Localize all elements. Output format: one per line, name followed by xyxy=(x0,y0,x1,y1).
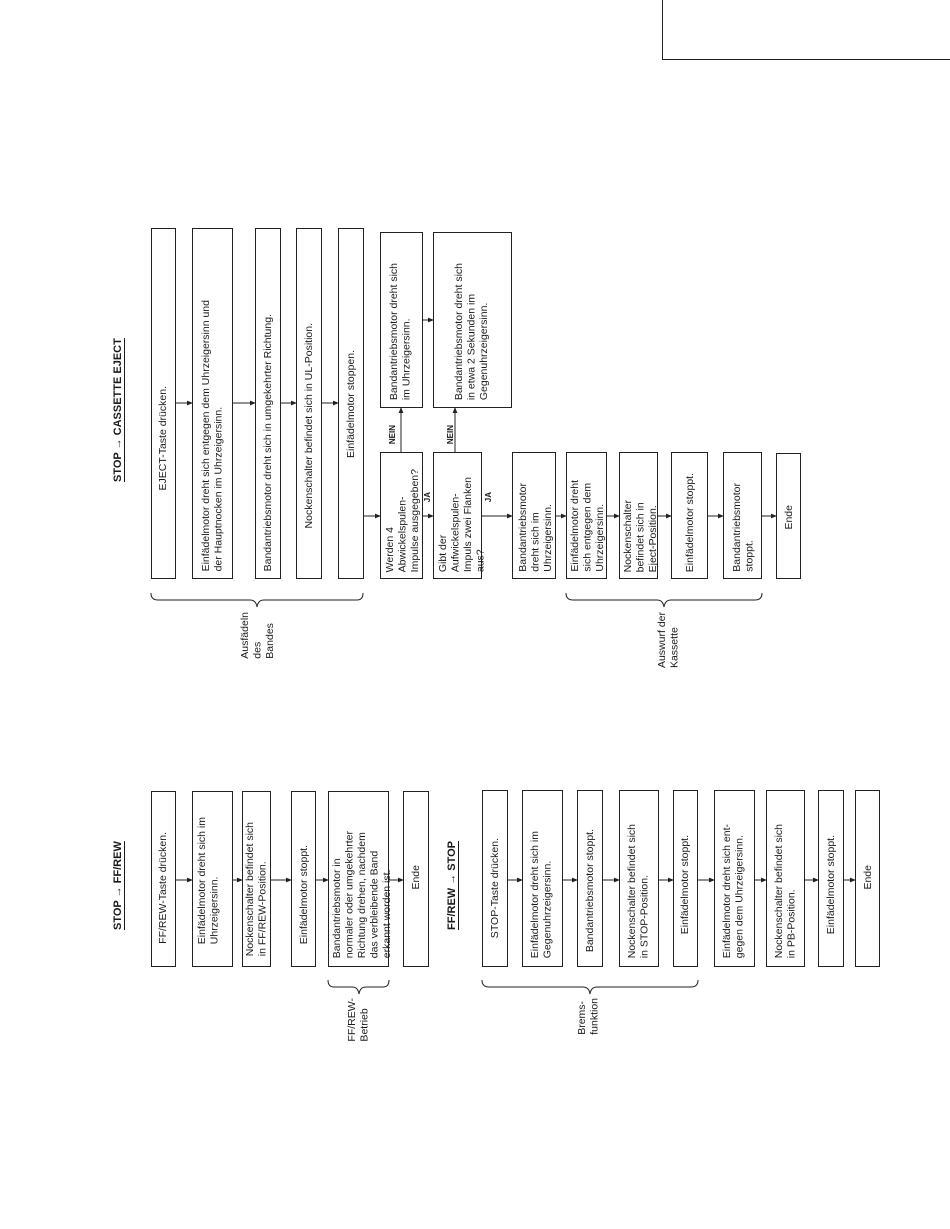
eject-yes-label: JA xyxy=(484,492,493,503)
brace-cassette-out xyxy=(566,593,762,607)
stop-step-cam-pb-text: Nockenschalter befindet sich in PB-Position. xyxy=(773,823,798,958)
eject-step-box xyxy=(338,228,364,579)
group-unthread-label: Ausfädeln des Bandes xyxy=(239,612,276,659)
eject-yes-label: JA xyxy=(423,492,432,503)
ffrew-step-box xyxy=(328,791,393,967)
ffrew-step-box xyxy=(151,791,176,967)
stop-step-box xyxy=(673,790,698,967)
stop-step-box xyxy=(619,790,659,967)
eject-branch-tape-cw-text: Bandantriebsmotor dreht sich im Uhrzeigersinn. xyxy=(388,262,413,400)
ffrew-step-thread-stopped-text: Einfädelmotor stoppt. xyxy=(298,844,310,944)
eject-step-box xyxy=(151,228,176,579)
eject-no-label: NEIN xyxy=(446,425,455,445)
eject-step-box xyxy=(192,228,233,579)
stop-step-thread-ccw-2-text: Einfädelmotor dreht sich ent- gegen dem Uhrzeigersinn. xyxy=(721,823,746,958)
ffrew-end-text: Ende xyxy=(410,865,422,890)
eject-step-thread-stopped-text: Einfädelmotor stoppt. xyxy=(684,472,696,572)
stop-step-tape-stopped-text: Bandantriebsmotor stoppt. xyxy=(584,828,596,952)
stop-step-thread-stopped-text: Einfädelmotor stoppt. xyxy=(679,834,691,934)
stop-step-box xyxy=(482,790,508,967)
ffrew-step-tape-run-text: Bandantriebsmotor in normaler oder umgekehrter Richtung drehen, nachdem das verbleibende Band erkannt worden ist. xyxy=(331,830,393,958)
stop-step-press-text: STOP-Taste drücken. xyxy=(489,837,501,938)
eject-decision-box xyxy=(433,452,487,579)
eject-end-text: Ende xyxy=(783,505,795,530)
eject-step-box xyxy=(255,228,281,579)
eject-step-box xyxy=(296,228,322,579)
ffrew-step-box xyxy=(192,791,233,967)
ffrew-step-box xyxy=(242,791,271,967)
stop-flow-title: FF/REW → STOP xyxy=(446,840,458,930)
eject-step-box xyxy=(671,452,708,579)
stop-end-text: Ende xyxy=(862,865,874,890)
eject-decision-four-pulses-text: Werden 4 Abwickelspulen- Impulse ausgegeben? xyxy=(384,468,421,572)
eject-step-tape-stopped-text: Bandantriebsmotor stoppt. xyxy=(731,483,756,572)
ffrew-step-box xyxy=(291,791,316,967)
eject-branch-box xyxy=(380,232,423,408)
eject-step-press-text: EJECT-Taste drücken. xyxy=(157,385,169,490)
eject-step-box xyxy=(566,452,607,579)
eject-step-box xyxy=(512,452,556,579)
ffrew-step-thread-cw-text: Einfädelmotor dreht sich im Uhrzeigersinn. xyxy=(196,816,221,944)
stop-step-box xyxy=(766,790,805,967)
eject-step-box xyxy=(723,452,762,579)
ffrew-step-press-text: FF/REW-Taste drücken. xyxy=(157,832,169,944)
eject-decision-two-edges-text: Gibt der Aufwickelspulen- Impuls zwei Flanken aus? xyxy=(437,476,487,572)
ffrew-end-box xyxy=(403,791,429,967)
eject-step-thread-stop-text: Einfädelmotor stoppen. xyxy=(345,350,357,458)
group-ffrew-label: FF/REW- Betrieb xyxy=(346,998,371,1042)
eject-step-cam-eject-text: Nockenschalter befindet sich in Eject-Position. xyxy=(622,499,659,572)
eject-branch-box xyxy=(433,232,512,408)
eject-decision-box xyxy=(380,452,423,579)
stop-step-thread-stopped-2-text: Einfädelmotor stoppt. xyxy=(825,834,837,934)
stop-step-thread-ccw-text: Einfädelmotor dreht sich im Gegenuhrzeigersinn. xyxy=(529,830,554,958)
eject-end-box xyxy=(776,453,801,579)
eject-step-box xyxy=(619,452,658,579)
stop-step-cam-stop-text: Nockenschalter befindet sich in STOP-Position. xyxy=(626,823,651,958)
stop-step-box xyxy=(577,790,603,967)
eject-step-tape-reverse-text: Bandantriebsmotor dreht sich in umgekehrter Richtung. xyxy=(262,313,274,571)
eject-step-tape-cw-text: Bandantriebsmotor dreht sich im Uhrzeigersinn. xyxy=(517,483,554,572)
eject-step-thread-ccw-text: Einfädelmotor dreht sich entgegen dem Uhrzeigersinn und der Hauptnocken im Uhrzeigersinn. xyxy=(200,299,225,571)
eject-step-thread-ccw-short-text: Einfädelmotor dreht sich entgegen dem Uhrzeigersinn. xyxy=(569,480,606,572)
group-brake-label: Brems- funktion xyxy=(576,998,601,1035)
ffrew-step-cam-text: Nockenschalter befindet sich in FF/REW-Position. xyxy=(244,821,269,956)
ffrew-flow-title: STOP → FF/REW xyxy=(112,841,124,930)
eject-step-cam-ul-text: Nockenschalter befindet sich in UL-Position. xyxy=(303,322,315,528)
eject-no-label: NEIN xyxy=(388,425,397,445)
eject-flow-title: STOP → CASSETTE EJECT xyxy=(112,338,124,482)
brace-brake xyxy=(482,980,698,994)
eject-branch-tape-ccw-text: Bandantriebsmotor dreht sich in etwa 2 Sekunden im Gegenuhrzeigersinn. xyxy=(453,262,490,400)
stop-end-box xyxy=(855,790,880,967)
brace-ffrew xyxy=(328,980,389,994)
stop-step-box xyxy=(818,790,844,967)
stop-step-box xyxy=(714,790,755,967)
stop-step-box xyxy=(522,790,563,967)
group-cassette-out-label: Auswurf der Kassette xyxy=(656,612,681,669)
brace-unthread xyxy=(151,593,363,607)
